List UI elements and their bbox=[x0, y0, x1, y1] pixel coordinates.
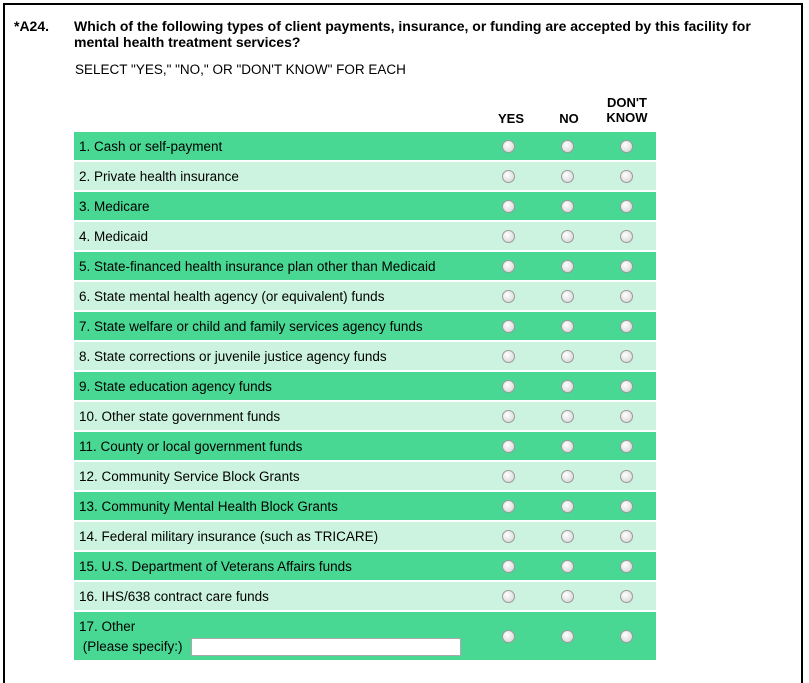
radio-no[interactable] bbox=[561, 230, 574, 243]
header-no: NO bbox=[559, 111, 579, 126]
radio-no[interactable] bbox=[561, 470, 574, 483]
specify-label: (Please specify:) bbox=[82, 639, 183, 654]
radio-no[interactable] bbox=[561, 630, 574, 643]
item-label: 14. Federal military insurance (such as TRICARE) bbox=[74, 522, 480, 550]
radio-yes[interactable] bbox=[502, 230, 515, 243]
radio-yes[interactable] bbox=[502, 590, 515, 603]
radio-yes[interactable] bbox=[502, 140, 515, 153]
table-row bbox=[74, 432, 656, 460]
table-row bbox=[74, 552, 656, 580]
table-row bbox=[74, 252, 656, 280]
radio-no[interactable] bbox=[561, 530, 574, 543]
item-label: 6. State mental health agency (or equivalent) funds bbox=[74, 282, 480, 310]
table-row bbox=[74, 132, 656, 160]
radio-yes[interactable] bbox=[502, 410, 515, 423]
radio-no[interactable] bbox=[561, 260, 574, 273]
table-row bbox=[74, 282, 656, 310]
table-row-other bbox=[74, 612, 656, 660]
radio-dont-know[interactable] bbox=[620, 320, 633, 333]
table-row bbox=[74, 582, 656, 610]
radio-yes[interactable] bbox=[502, 440, 515, 453]
radio-dont-know[interactable] bbox=[620, 530, 633, 543]
radio-yes[interactable] bbox=[502, 320, 515, 333]
radio-dont-know[interactable] bbox=[620, 290, 633, 303]
header-dk-line2: KNOW bbox=[606, 110, 648, 125]
radio-no[interactable] bbox=[561, 140, 574, 153]
other-label: 17. Other bbox=[79, 619, 136, 634]
item-label: 3. Medicare bbox=[74, 192, 480, 220]
radio-yes[interactable] bbox=[502, 530, 515, 543]
question-text: Which of the following types of client payments, insurance, or funding are accepted by this facility for mental health treatment services? bbox=[74, 18, 751, 50]
item-label: 8. State corrections or juvenile justice agency funds bbox=[74, 342, 480, 370]
radio-yes[interactable] bbox=[502, 560, 515, 573]
radio-yes[interactable] bbox=[502, 350, 515, 363]
table-row bbox=[74, 372, 656, 400]
item-label: 4. Medicaid bbox=[74, 222, 480, 250]
radio-yes[interactable] bbox=[502, 630, 515, 643]
question-number: *A24. bbox=[14, 18, 50, 34]
radio-yes[interactable] bbox=[502, 200, 515, 213]
instruction: SELECT "YES," "NO," OR "DON'T KNOW" FOR EACH bbox=[75, 62, 406, 77]
radio-dont-know[interactable] bbox=[620, 230, 633, 243]
radio-dont-know[interactable] bbox=[620, 630, 633, 643]
radio-yes[interactable] bbox=[502, 170, 515, 183]
radio-yes[interactable] bbox=[502, 380, 515, 393]
header-dk-line1: DON'T bbox=[607, 95, 647, 110]
item-label: 2. Private health insurance bbox=[74, 162, 480, 190]
radio-yes[interactable] bbox=[502, 470, 515, 483]
item-label: 7. State welfare or child and family services agency funds bbox=[74, 312, 480, 340]
table-row bbox=[74, 312, 656, 340]
radio-dont-know[interactable] bbox=[620, 590, 633, 603]
radio-dont-know[interactable] bbox=[620, 560, 633, 573]
radio-dont-know[interactable] bbox=[620, 170, 633, 183]
radio-no[interactable] bbox=[561, 380, 574, 393]
radio-no[interactable] bbox=[561, 170, 574, 183]
item-label: 13. Community Mental Health Block Grants bbox=[74, 492, 480, 520]
header-yes: YES bbox=[497, 111, 524, 126]
radio-dont-know[interactable] bbox=[620, 200, 633, 213]
radio-no[interactable] bbox=[561, 320, 574, 333]
item-label: 16. IHS/638 contract care funds bbox=[74, 582, 480, 610]
table-row bbox=[74, 492, 656, 520]
item-label: 5. State-financed health insurance plan other than Medicaid bbox=[74, 252, 480, 280]
radio-no[interactable] bbox=[561, 410, 574, 423]
item-label: 11. County or local government funds bbox=[74, 432, 480, 460]
radio-dont-know[interactable] bbox=[620, 350, 633, 363]
table-row bbox=[74, 462, 656, 490]
radio-yes[interactable] bbox=[502, 500, 515, 513]
table-row bbox=[74, 192, 656, 220]
radio-no[interactable] bbox=[561, 560, 574, 573]
radio-no[interactable] bbox=[561, 440, 574, 453]
table-row bbox=[74, 222, 656, 250]
radio-dont-know[interactable] bbox=[620, 500, 633, 513]
radio-yes[interactable] bbox=[502, 260, 515, 273]
item-label: 15. U.S. Department of Veterans Affairs funds bbox=[74, 552, 480, 580]
radio-dont-know[interactable] bbox=[620, 140, 633, 153]
other-specify-input[interactable] bbox=[191, 638, 461, 656]
radio-no[interactable] bbox=[561, 200, 574, 213]
radio-no[interactable] bbox=[561, 500, 574, 513]
radio-dont-know[interactable] bbox=[620, 470, 633, 483]
radio-no[interactable] bbox=[561, 590, 574, 603]
funding-table bbox=[74, 130, 656, 662]
radio-dont-know[interactable] bbox=[620, 380, 633, 393]
radio-no[interactable] bbox=[561, 350, 574, 363]
table-row bbox=[74, 162, 656, 190]
radio-yes[interactable] bbox=[502, 290, 515, 303]
item-label: 9. State education agency funds bbox=[74, 372, 480, 400]
header-dont-know bbox=[597, 95, 657, 125]
radio-dont-know[interactable] bbox=[620, 260, 633, 273]
radio-dont-know[interactable] bbox=[620, 410, 633, 423]
item-label: 12. Community Service Block Grants bbox=[74, 462, 480, 490]
item-label: 10. Other state government funds bbox=[74, 402, 480, 430]
radio-dont-know[interactable] bbox=[620, 440, 633, 453]
table-row bbox=[74, 522, 656, 550]
item-label: 1. Cash or self-payment bbox=[74, 132, 480, 160]
table-row bbox=[74, 402, 656, 430]
table-row bbox=[74, 342, 656, 370]
radio-no[interactable] bbox=[561, 290, 574, 303]
